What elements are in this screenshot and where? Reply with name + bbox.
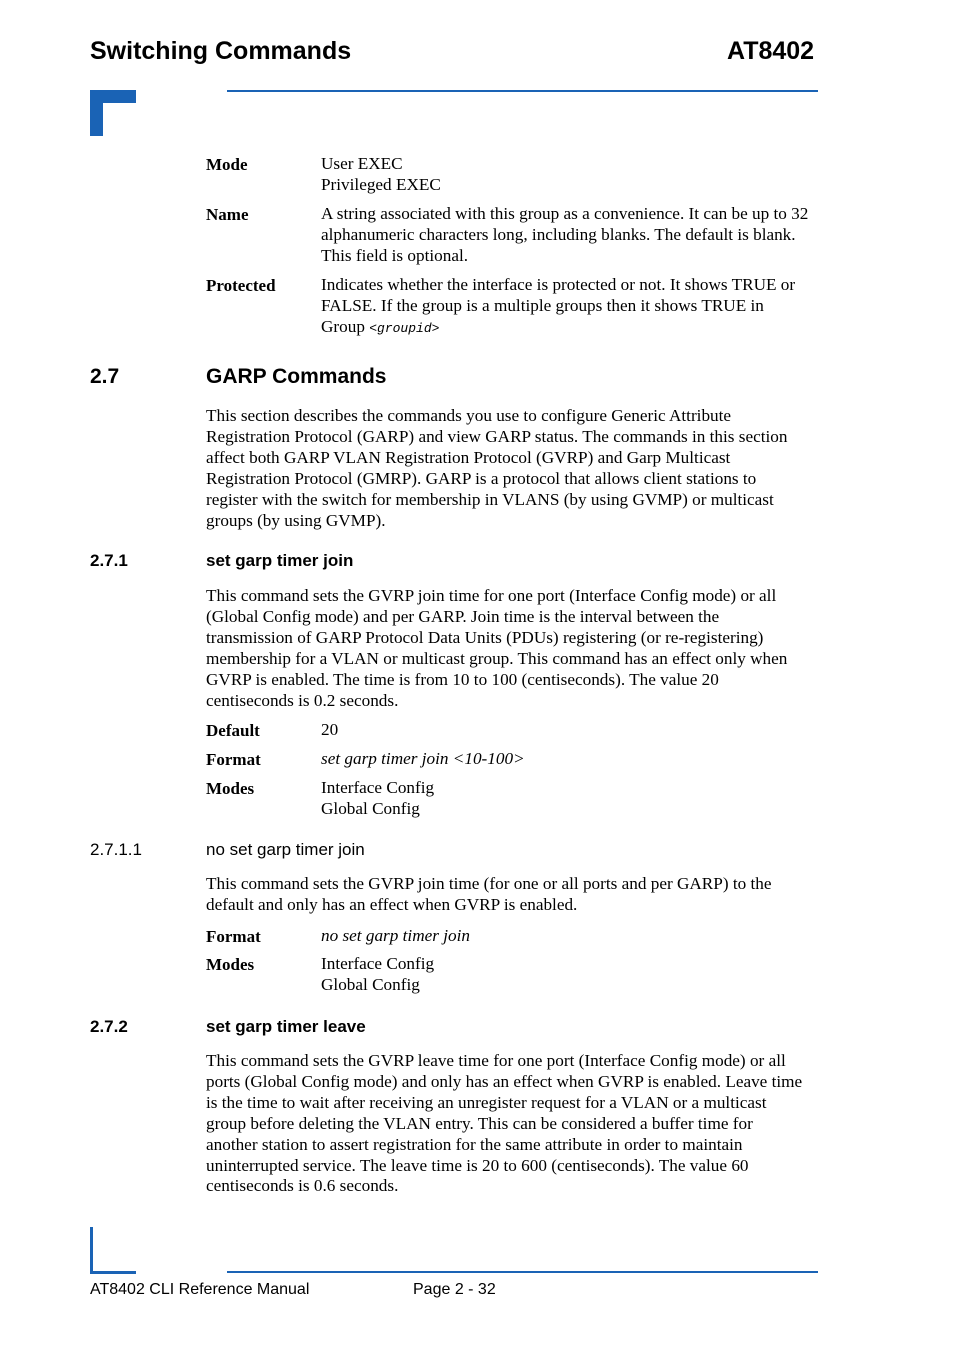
body-line: (Global Config mode) and per GARP. Join time is the interval between the xyxy=(206,606,720,626)
def-value-name xyxy=(321,204,821,267)
code-placeholder: <groupid> xyxy=(369,320,440,336)
def-line: This field is optional. xyxy=(321,245,469,265)
default-label: Default xyxy=(206,721,260,740)
body-line: This command sets the GVRP join time (for one or all ports and per GARP) to the xyxy=(206,874,772,893)
def-line: Privileged EXEC xyxy=(321,174,441,194)
default-value: 20 xyxy=(321,720,339,739)
format-label: Format xyxy=(206,927,261,946)
running-header-doc-id: AT8402 xyxy=(727,37,815,65)
def-line: FALSE. If the group is a multiple groups then it shows TRUE in xyxy=(321,295,764,315)
body-line: uninterrupted service. The leave time is 20 to 600 (centiseconds). The value 60 xyxy=(206,1155,749,1175)
def-line xyxy=(321,317,821,340)
subsubsection-number: 2.7.1.1 xyxy=(90,840,142,859)
subsubsection-body xyxy=(206,874,821,916)
def-label-protected: Protected xyxy=(206,276,276,295)
footer-page-number: Page 2 - 32 xyxy=(413,1281,496,1298)
body-line: This command sets the GVRP join time for one port (Interface Config mode) or all xyxy=(206,586,777,605)
subsubsection-title: no set garp timer join xyxy=(206,840,365,859)
body-line: default and only has an effect when GVRP is enabled. xyxy=(206,894,578,914)
subsection-number: 2.7.2 xyxy=(90,1017,128,1036)
mode-line: Interface Config xyxy=(321,954,435,973)
header-rule xyxy=(227,90,818,92)
def-line: Indicates whether the interface is protected or not. It shows TRUE or xyxy=(321,275,796,294)
def-line: User EXEC xyxy=(321,154,403,173)
body-line: group before deleting the VLAN entry. This can be considered a buffer time for xyxy=(206,1113,753,1133)
section-body xyxy=(206,406,821,531)
body-line: is the time to wait after receiving an unregister request for a VLAN or a multicast xyxy=(206,1092,767,1112)
section-title: GARP Commands xyxy=(206,365,387,388)
mode-line: Global Config xyxy=(321,798,420,818)
body-line: membership for a VLAN or multicast group. This command has an effect only when xyxy=(206,648,788,668)
body-line: This command sets the GVRP leave time for one port (Interface Config mode) or all xyxy=(206,1051,786,1070)
body-line: Registration Protocol (GMRP). GARP is a protocol that allows client stations to xyxy=(206,468,757,488)
running-header-title: Switching Commands xyxy=(90,37,352,65)
body-line: centiseconds is 0.6 seconds. xyxy=(206,1176,399,1196)
subsection-body xyxy=(206,586,821,711)
body-line: ports (Global Config mode) and only has an effect when GVRP is enabled. Leave time xyxy=(206,1071,803,1091)
def-label-name: Name xyxy=(206,205,249,224)
body-line: This section describes the commands you use to configure Generic Attribute xyxy=(206,406,732,425)
footer-rule xyxy=(227,1271,818,1273)
body-line: transmission of GARP Protocol Data Units (PDUs) registering (or re-registering) xyxy=(206,627,764,647)
subsection-number: 2.7.1 xyxy=(90,551,128,570)
body-line: another station to assert registration for the same attribute in order to maintain xyxy=(206,1134,743,1154)
subsection-body xyxy=(206,1051,821,1197)
body-line: affect both GARP VLAN Registration Protocol (GVRP) and Garp Multicast xyxy=(206,447,731,467)
def-value-protected xyxy=(321,275,821,340)
modes-label: Modes xyxy=(206,779,255,798)
body-line: Registration Protocol (GARP) and view GARP status. The commands in this section xyxy=(206,426,788,446)
body-line: centiseconds is 0.2 seconds. xyxy=(206,690,399,710)
def-value-mode xyxy=(321,154,821,196)
subsection-title: set garp timer leave xyxy=(206,1017,366,1036)
modes-label: Modes xyxy=(206,955,255,974)
def-label-mode: Mode xyxy=(206,155,248,174)
body-line: groups (by using GVMP). xyxy=(206,510,386,530)
mode-line: Global Config xyxy=(321,974,420,994)
body-line: register with the switch for membership in VLANS (by using GVMP) or multicast xyxy=(206,489,774,509)
mode-line: Interface Config xyxy=(321,778,435,797)
format-label: Format xyxy=(206,750,261,769)
def-line: A string associated with this group as a convenience. It can be up to 32 xyxy=(321,204,809,223)
modes-value xyxy=(321,778,821,820)
format-value: no set garp timer join xyxy=(321,926,470,945)
section-number: 2.7 xyxy=(90,365,120,388)
subsection-title: set garp timer join xyxy=(206,551,354,570)
def-line: alphanumeric characters long, including blanks. The default is blank. xyxy=(321,224,796,244)
body-line: GVRP is enabled. The time is from 10 to 100 (centiseconds). The value 20 xyxy=(206,669,719,689)
format-value: set garp timer join <10-100> xyxy=(321,749,525,768)
footer-manual-title: AT8402 CLI Reference Manual xyxy=(90,1281,310,1298)
def-text: Group xyxy=(321,316,370,336)
modes-value xyxy=(321,954,821,996)
